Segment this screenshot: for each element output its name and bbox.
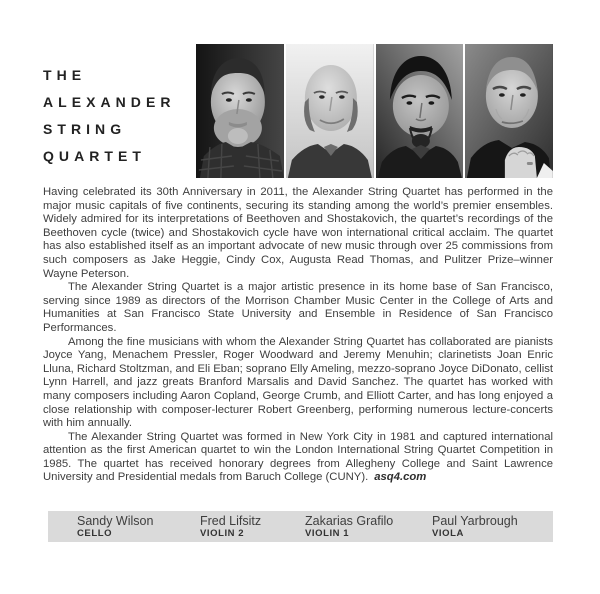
portrait-zakarias-grafilo bbox=[376, 44, 464, 178]
bio-paragraph-1: Having celebrated its 30th Anniversary in 2011, the Alexander String Quartet has performed in the major music capitals of five continents, securing its standing among the world’s premier ensembles. Widely admired for its interpretations of Beethoven and Shostakovich, the quartet’s recordings of the Beethoven cycle (twice) and Shostakovich cycle have won international critical acclaim. The quartet has also established itself as an important advocate of new music through over 25 commissions from such composers as Jake Heggie, Cindy Cox, Augusta Read Thomas, and Pulitzer Prize–winner Wayne Peterson. bbox=[43, 186, 553, 280]
roster-member-violin-2 bbox=[200, 514, 261, 539]
website-link[interactable]: asq4.com bbox=[374, 471, 427, 484]
portrait-sandy-wilson bbox=[196, 44, 284, 178]
member-instrument: CELLO bbox=[77, 528, 113, 539]
bio-paragraph-2: The Alexander String Quartet is a major artistic presence in its home base of San Francisco, serving since 1989 as directors of the Morrison Chamber Music Center in the College of Arts and Humanities at San Francisco State University and Ensemble in Residence of San Francisco Performances. bbox=[43, 281, 553, 334]
roster-bar bbox=[48, 511, 553, 542]
title-line-the: THE bbox=[43, 67, 87, 83]
portrait-paul-yarbrough bbox=[465, 44, 553, 178]
bio-paragraph-4 bbox=[43, 431, 553, 485]
roster-member-viola bbox=[432, 514, 518, 539]
portrait-strip bbox=[196, 44, 553, 178]
member-instrument: VIOLIN 1 bbox=[305, 528, 350, 539]
member-name: Paul Yarbrough bbox=[432, 514, 518, 528]
bio-paragraph-3: Among the fine musicians with whom the Alexander String Quartet has collaborated are pianists Joyce Yang, Menachem Pressler, Roger Woodward and Jeremy Menuhin; clarinetists Joan Enric Lluna, Richard Stoltzman, and Eli Eban; soprano Elly Ameling, mezzo-soprano Joyce DiDonato, cellist Lynn Harrell, and jazz greats Branford Marsalis and David Sanchez. The quartet has worked with many composers including Aaron Copland, George Crumb, and Elliott Carter, and has long enjoyed a close relationship with composer-lecturer Robert Greenberg, performing numerous lecture-concerts with him annually. bbox=[43, 335, 553, 430]
portrait-photo bbox=[286, 44, 374, 178]
member-instrument: VIOLIN 2 bbox=[200, 528, 245, 539]
roster-member-violin-1 bbox=[305, 514, 393, 539]
page-title bbox=[43, 62, 175, 170]
portrait-fred-lifsitz bbox=[286, 44, 374, 178]
title-line-quartet: QUARTET bbox=[43, 148, 146, 164]
title-line-string: STRING bbox=[43, 121, 127, 137]
title-line-alexander: ALEXANDER bbox=[43, 94, 176, 110]
bio-paragraph-4-text: The Alexander String Quartet was formed in New York City in 1981 and captured international attention as the first American quartet to win the London International String Quartet Competition in 1985. The quartet has received honorary degrees from Allegheny College and Saint Lawrence University and Presidential medals from Baruch College (CUNY). bbox=[43, 430, 553, 484]
portrait-photo bbox=[465, 44, 553, 178]
member-name: Zakarias Grafilo bbox=[305, 514, 394, 528]
member-instrument: VIOLA bbox=[432, 528, 464, 539]
portrait-photo bbox=[196, 44, 284, 178]
bio-text bbox=[43, 186, 553, 485]
portrait-photo bbox=[376, 44, 464, 178]
roster-member-cello bbox=[77, 514, 153, 539]
member-name: Sandy Wilson bbox=[77, 514, 154, 528]
member-name: Fred Lifsitz bbox=[200, 514, 262, 528]
